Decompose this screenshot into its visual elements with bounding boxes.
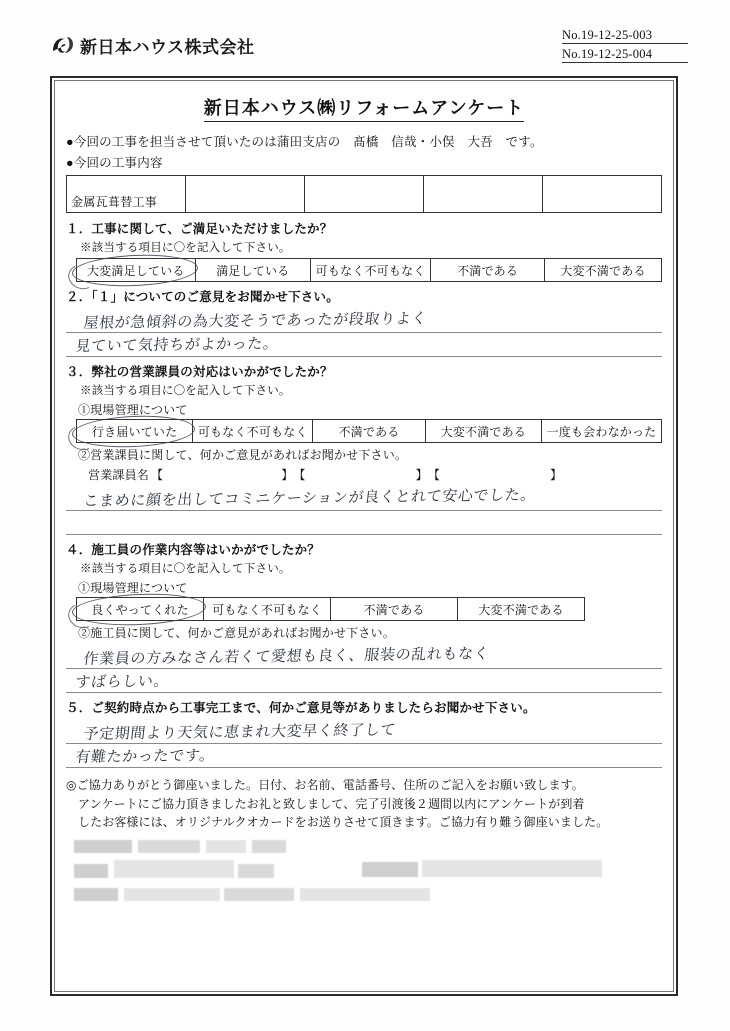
rule-line [66, 744, 662, 768]
question-4-options [76, 597, 585, 621]
q3-option-4[interactable]: 大変不満である [425, 420, 541, 443]
closing-line-3: したお客様には、オリジナルクオカードをお送りさせて頂きます。ご協力有り難う御座いました。 [78, 815, 609, 830]
question-3-sub-label-1: ①現場管理について [78, 403, 188, 418]
document-number-2: No.19-12-25-004 [562, 47, 688, 63]
question-2-answer-line-2: 見ていて気持ちがよかった。 [74, 334, 280, 356]
page-title: 新日本ハウス㈱リフォームアンケート [204, 94, 524, 122]
question-3-note: ※該当する項目に〇を記入して下さい。 [80, 385, 291, 398]
question-4-answer-area[interactable] [66, 645, 662, 693]
table-row [67, 176, 662, 213]
q4-option-3[interactable]: 不満である [331, 598, 458, 621]
rule-line [66, 720, 662, 744]
work-content-cell-3[interactable] [305, 176, 424, 213]
document-numbers [562, 28, 688, 66]
q1-option-2[interactable]: 満足している [195, 259, 310, 282]
question-5-answer-area[interactable] [66, 720, 662, 768]
document-number-1: No.19-12-25-003 [562, 28, 688, 44]
work-content-cell-1[interactable]: 金属瓦葺替工事 [67, 176, 186, 213]
sales-staff-name-row [88, 466, 662, 483]
work-content-cell-2[interactable] [186, 176, 305, 213]
company-logo [50, 33, 255, 58]
q3-option-2[interactable]: 可もなく不可もなく [193, 420, 313, 443]
swirl-logo-icon [50, 34, 76, 58]
page-header [0, 0, 730, 75]
rule-line [66, 511, 662, 535]
question-5-answer-line-2: 有難たかったです。 [74, 746, 216, 767]
closing-paragraph [66, 776, 662, 832]
table-row [77, 259, 662, 282]
q3-option-1[interactable]: 行き届いていた [77, 420, 193, 443]
question-2-answer-area[interactable] [66, 309, 662, 357]
closing-line-2: アンケートにご協力頂きましたお礼と致しまして、完了引渡後２週間以内にアンケートが到着 [78, 796, 585, 811]
q1-option-3[interactable]: 可もなく不可もなく [310, 259, 430, 282]
question-5-answer-line-1: 予定期間より天気に恵まれ大変早く終了して [82, 720, 397, 744]
sales-staff-name-field-2[interactable]: 【 】 [293, 468, 428, 483]
rule-line [66, 487, 662, 511]
rule-line [66, 645, 662, 669]
sales-staff-name-label: 営業課員名 [88, 468, 150, 483]
survey-form [50, 76, 678, 996]
table-row [77, 420, 662, 443]
question-3-options [76, 419, 662, 443]
question-1-note: ※該当する項目に〇を記入して下さい。 [80, 242, 291, 255]
redacted-personal-information [66, 838, 662, 908]
q1-option-5[interactable]: 大変不満である [544, 259, 661, 282]
rule-line [66, 669, 662, 693]
company-name: 新日本ハウス株式会社 [80, 38, 255, 58]
q1-option-4[interactable]: 不満である [431, 259, 545, 282]
question-3-answer-line-1: こまめに顔を出してコミニケーションが良くとれて安心でした。 [82, 485, 538, 511]
question-5-text: ５．ご契約時点から工事完工まで、何かご意見等がありましたらお聞かせ下さい。 [66, 701, 536, 716]
rule-line [66, 309, 662, 333]
question-1-text: １．工事に関して、ご満足いただけましたか？ [66, 222, 333, 237]
q3-option-5[interactable]: 一度も会わなかった [541, 420, 661, 443]
question-4-text: ４．施工員の作業内容等はいかがでしたか？ [66, 543, 321, 558]
q4-option-2[interactable]: 可もなく不可もなく [204, 598, 331, 621]
q4-option-1[interactable]: 良くやってくれた [77, 598, 204, 621]
q4-option-4[interactable]: 大変不満である [458, 598, 585, 621]
work-content-label: ●今回の工事内容 [66, 156, 163, 171]
question-4-sub-label-2: ②施工員に関して、何かご意見があればお聞かせ下さい。 [78, 626, 395, 641]
question-2-text: ２．「１」についてのご意見をお聞かせ下さい。 [66, 290, 339, 305]
question-3-sub-label-2: ②営業課員に関して、何かご意見があればお聞かせ下さい。 [78, 448, 408, 463]
question-4-sub-label-1: ①現場管理について [78, 581, 188, 596]
work-content-cell-5[interactable] [543, 176, 662, 213]
sales-staff-name-field-1[interactable]: 【 】 [151, 468, 294, 483]
question-2-answer-line-1: 屋根が急傾斜の為大変そうであったが段取りよく [82, 309, 429, 333]
staff-line: ●今回の工事を担当させて頂いたのは蒲田支店の 髙橋 信哉・小俣 大吾 です。 [66, 135, 543, 149]
rule-line [66, 333, 662, 357]
question-4-note: ※該当する項目に〇を記入して下さい。 [80, 563, 291, 576]
question-4-answer-line-2: すばらしい。 [74, 671, 171, 692]
table-row [77, 598, 585, 621]
title-row [66, 88, 662, 130]
q1-option-1[interactable]: 大変満足している [77, 259, 196, 282]
question-4-answer-line-1: 作業員の方みなさん若くて愛想も良く、服装の乱れもなく [82, 644, 491, 669]
question-3-answer-area[interactable] [66, 487, 662, 535]
sales-staff-name-field-3[interactable]: 【 】 [427, 468, 563, 483]
question-1-options [76, 258, 662, 282]
work-content-table [66, 175, 662, 213]
closing-line-1: ◎ご協力ありがとう御座いました。日付、お名前、電話番号、住所のご記入をお願い致します。 [66, 778, 584, 793]
work-content-cell-4[interactable] [424, 176, 543, 213]
question-3-text: ３．弊社の営業課員の対応はいかがでしたか？ [66, 365, 333, 380]
q3-option-3[interactable]: 不満である [313, 420, 425, 443]
